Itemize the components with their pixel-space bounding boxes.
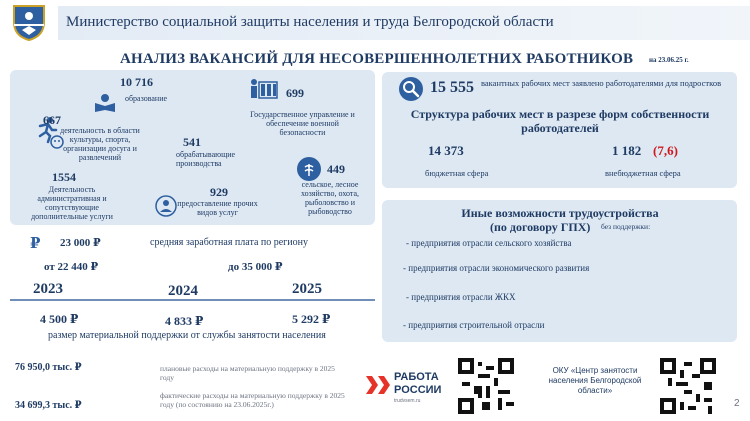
sector-label: обрабатывающие производства	[176, 150, 236, 168]
logo-text-2: РОССИИ	[394, 384, 442, 396]
ruble-icon: ₽	[30, 236, 41, 252]
belgorod-emblem-icon	[8, 2, 50, 42]
list-item: - предприятия строительной отрасли	[403, 320, 545, 330]
sector-value: 449	[327, 162, 345, 176]
support-amount: 5 292 ₽	[292, 312, 331, 326]
list-item: - предприятия отрасли экономического развития	[403, 263, 590, 273]
planned-expenses-label: плановые расходы на материальную поддержку в 2025 году	[160, 364, 335, 382]
support-amount: 4 833 ₽	[165, 314, 204, 328]
list-item: - предприятия отрасли ЖКХ	[406, 292, 516, 302]
sector-label: предоставление прочих видов услуг	[177, 199, 258, 217]
search-icon	[398, 76, 424, 107]
nonbudget-label: внебюджетная сфера	[605, 168, 681, 178]
sector-value: 541	[183, 135, 201, 149]
sector-label: Государственное управление и обеспечение военной безопасности	[250, 110, 355, 137]
vacancies-value: 15 555	[430, 79, 474, 96]
qr-code-icon[interactable]	[660, 358, 716, 419]
rabota-rossii-logo-icon	[362, 370, 392, 405]
sector-value: 10 716	[120, 75, 153, 89]
actual-expenses-value: 34 699,3 тыс. ₽	[15, 400, 82, 411]
salary-from: от 22 440 ₽	[44, 261, 99, 273]
year-label: 2024	[168, 283, 198, 299]
actual-expenses-label: фактические расходы на материальную поддержку в 2025 году (по состоянию на 23.06.2025г.)	[160, 391, 345, 409]
archive-icon	[250, 78, 278, 105]
page-title: АНАЛИЗ ВАКАНСИЙ ДЛЯ НЕСОВЕРШЕННОЛЕТНИХ РАБОТНИКОВ	[120, 51, 634, 67]
logo-text-1: РАБОТА	[394, 371, 439, 383]
other-subtitle: (по договору ГПХ)	[490, 220, 591, 234]
year-label: 2025	[292, 281, 322, 297]
sector-label: образование	[124, 94, 168, 103]
list-item: - предприятия отрасли сельского хозяйства	[406, 238, 572, 248]
book-reader-icon	[93, 93, 117, 118]
divider	[10, 299, 375, 301]
vacancies-label: вакантных рабочих мест заявлено работодателями для подростков	[481, 78, 722, 88]
logo-url: trudvsem.ru	[394, 398, 421, 404]
ministry-title: Министерство социальной защиты населения и труда Белгородской области	[66, 14, 554, 30]
average-salary-value: 23 000 ₽	[60, 237, 101, 249]
qr-code-icon[interactable]	[458, 358, 514, 419]
sector-value: 667	[43, 113, 61, 127]
sector-label: сельское, лесное хозяйство, охота, рыболовство и рыбоводство	[300, 180, 360, 216]
report-date: на 23.06.25 г.	[649, 56, 689, 64]
sector-value: 929	[210, 185, 228, 199]
sector-value: 1554	[52, 170, 76, 184]
salary-to: до 35 000 ₽	[228, 261, 283, 273]
sector-label: Деятельность административная и сопутствующие дополнительные услуги	[31, 185, 113, 221]
planned-expenses-value: 76 950,0 тыс. ₽	[15, 362, 82, 373]
budget-value: 14 373	[428, 143, 464, 158]
sector-value: 699	[286, 86, 304, 100]
structure-title: Структура рабочих мест в разрезе форм собственности работодателей	[410, 107, 710, 135]
other-suffix: без поддержки:	[601, 222, 651, 231]
other-title: Иные возможности трудоустройства	[461, 206, 659, 220]
average-salary-label: средняя заработная плата по региону	[150, 237, 308, 248]
page-number: 2	[734, 398, 740, 409]
employment-center-label: ОКУ «Центр занятости населения Белгородской области»	[548, 366, 642, 395]
budget-label: бюджетная сфера	[425, 168, 489, 178]
nonbudget-percent: (7,6)	[653, 143, 678, 158]
support-caption: размер материальной поддержки от службы занятости населения	[48, 330, 326, 341]
services-icon	[155, 195, 177, 222]
support-amount: 4 500 ₽	[40, 312, 79, 326]
nonbudget-value: 1 182	[612, 143, 642, 158]
year-label: 2023	[33, 281, 63, 297]
sector-label: деятельность в области культуры, спорта, организации досуга и развлечений	[60, 126, 140, 162]
